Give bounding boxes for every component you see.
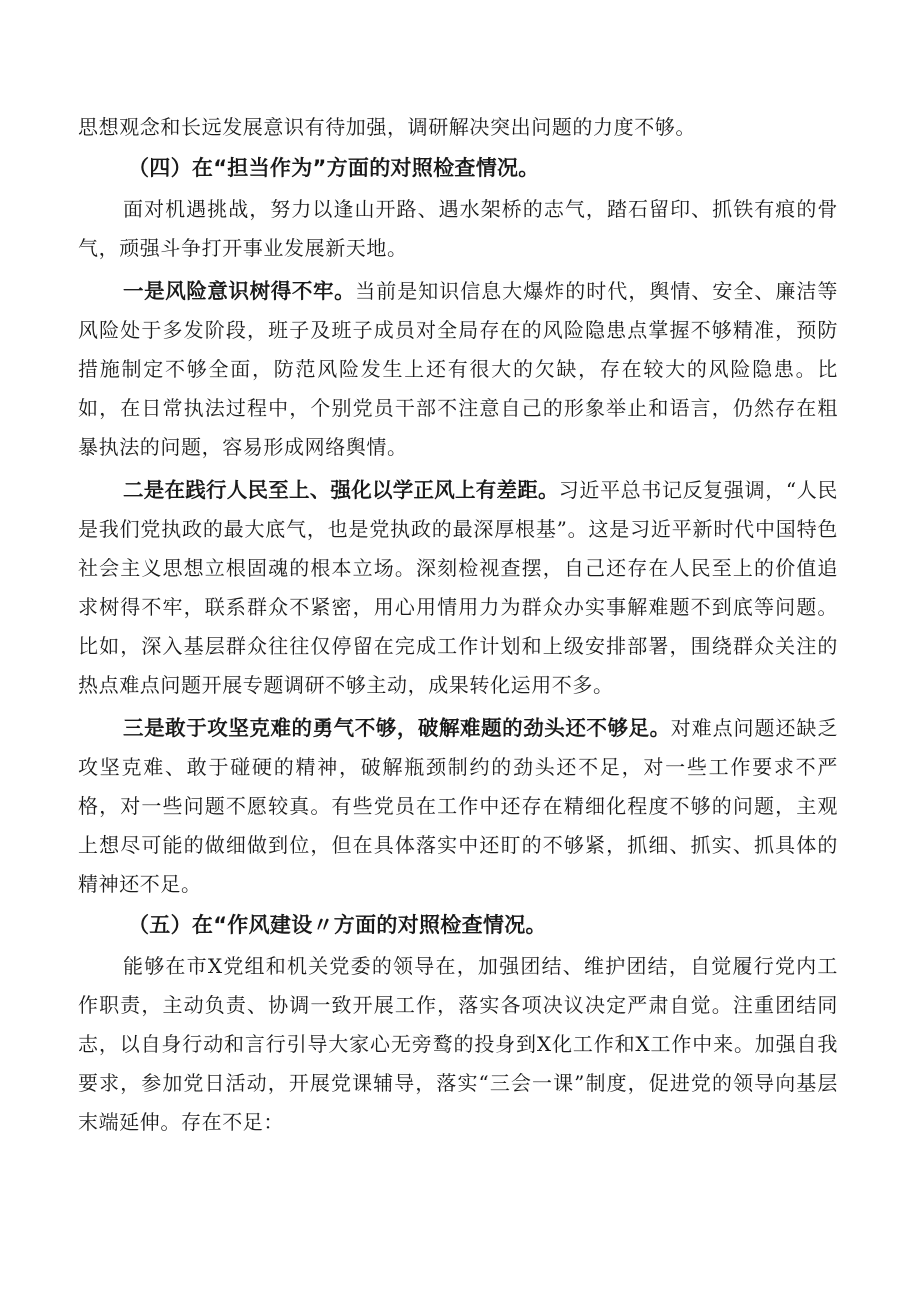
item-3-text: 对难点问题还缺乏攻坚克难、敢于碰硬的精神，破解瓶颈制约的劲头还不足，对一些工作要求不严格，对一些问题不愿较真。有些党员在工作中还存在精细化程度不够的问题，主观上想尽可能的做细做到位，但在具体落实中还盯的不够紧，抓细、抓实、抓具体的精神还不足。	[78, 716, 838, 896]
item-people-first	[78, 471, 838, 705]
section-heading-4: （四）在“担当作为”方面的对照检查情况。	[128, 156, 540, 180]
item-1-lead: 一是风险意识树得不牢。	[123, 279, 356, 303]
item-2-lead: 二是在践行人民至上、强化以学正风上有差距。	[123, 478, 559, 502]
paragraph-intro-4: 面对机遇挑战，努力以逢山开路、遇水架桥的志气，踏石留印、抓铁有痕的骨气，顽强斗争打开事业发展新天地。	[78, 197, 838, 260]
item-courage	[78, 709, 838, 904]
item-2-text: 习近平总书记反复强调，“人民是我们党执政的最大底气，也是党执政的最深厚根基”。这是习近平新时代中国特色社会主义思想立根固魂的根本立场。深刻检视查摆，自己还存在人民至上的价值追求树得不牢，联系群众不紧密，用心用情用力为群众办实事解难题不到底等问题。比如，深入基层群众往往仅停留在完成工作计划和上级安排部署，围绕群众关注的热点难点问题开展专题调研不够主动，成果转化运用不多。	[78, 478, 838, 697]
item-3-lead: 三是敢于攻坚克难的勇气不够，破解难题的劲头还不够足。	[123, 716, 671, 740]
paragraph-continuation: 思想观念和长远发展意识有待加强，调研解决突出问题的力度不够。	[78, 115, 696, 139]
item-risk-awareness	[78, 272, 838, 467]
item-1-text: 当前是知识信息大爆炸的时代，舆情、安全、廉洁等风险处于多发阶段，班子及班子成员对全局存在的风险隐患点掌握不够精准，预防措施制定不够全面，防范风险发生上还有很大的欠缺，存在较大的风险隐患。比如，在日常执法过程中，个别党员干部不注意自己的形象举止和语言，仍然存在粗暴执法的问题，容易形成网络舆情。	[78, 279, 838, 459]
section-heading-5: （五）在“作风建设〃方面的对照检查情况。	[128, 913, 547, 937]
document-page	[78, 108, 838, 1142]
paragraph-intro-5: 能够在市X党组和机关党委的领导在，加强团结、维护团结，自觉履行党内工作职责，主动负责、协调一致开展工作，落实各项决议决定严肃自觉。注重团结同志，以自身行动和言行引导大家心无旁鹜的投身到X化工作和X工作中来。加强自我要求，参加党日活动，开展党课辅导，落实“三会一课”制度，促进党的领导向基层末端延伸。存在不足：	[78, 954, 838, 1134]
